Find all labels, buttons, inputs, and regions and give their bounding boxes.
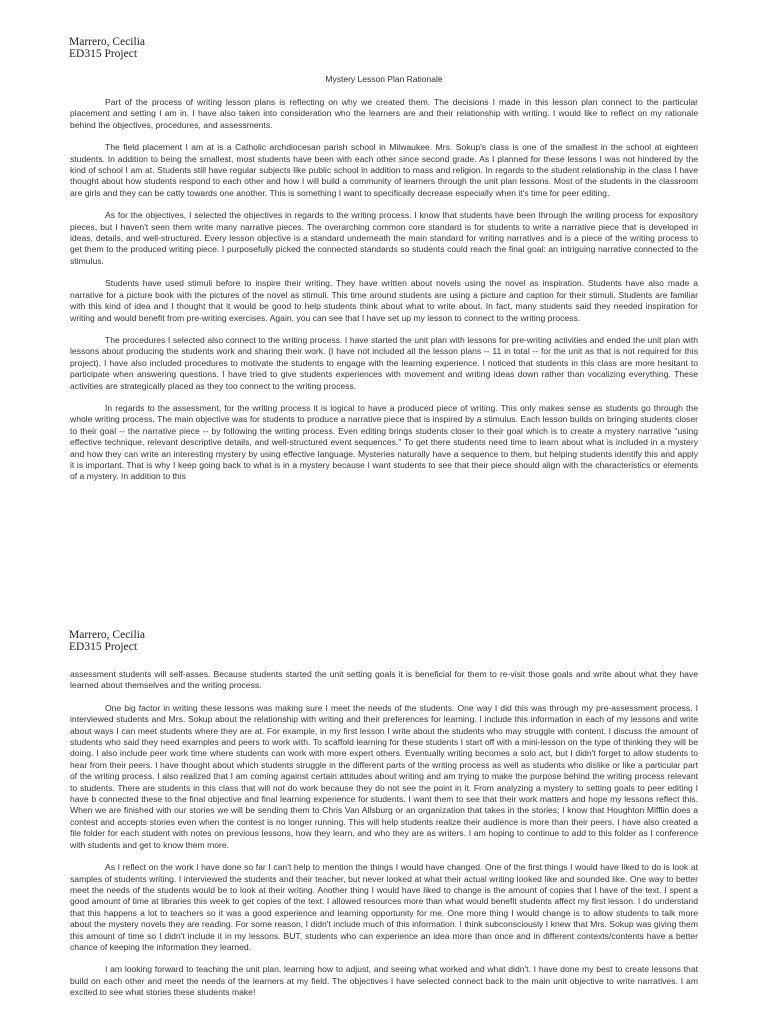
body-paragraph: As I reflect on the work I have done so far I can't help to mention the things I would have changed. One of the first things I would have liked to do is look at samples of students writing. I interviewed the students and their teacher, but never looked at what their actual writing looked like and sounded like. One way to better meet the needs of the students would be to look at their writing. Another thing I would have liked to change is the amount of copies that I have of the text. I spent a good amount of time at libraries this week to get copies of the text. I allowed resources more than what would benefit students affect my first lesson. I do understand that this happens a lot to teachers so it was a good experience and learning opportunity for me. One more thing I would change is to allow students to talk more about the mystery novels they are reading. For some reason, I didn't include much of this information. I think subconsciously I knew that Mrs. Sokup was giving them this amount of time so I didn't include it in my lessons. BUT, students who can experience an idea more than once and in different contexts/contents have a better chance of keeping the information they learned. <box>70 862 698 952</box>
body-paragraph: The procedures I selected also connect to the writing process. I have started the unit plan with lessons for pre-writing activities and ended the unit plan with lessons about producing the students work and sharing their work. (I have not included all the lesson plans -- 11 in total -- for the unit as that is not required for this project). I have also included procedures to motivate the students to engage with the learning experience. I noticed that students in this class are more hesitant to participate when answering questions. I have tried to give students experiences with movement and writing ideas down rather than vocalizing everything. These activities are strategically placed as they too connect to the writing process. <box>70 334 698 391</box>
page-header <box>69 629 145 653</box>
course-code: ED315 Project <box>69 48 138 60</box>
body-paragraph: I am looking forward to teaching the unit plan, learning how to adjust, and seeing what worked and what didn't. I have done my best to create lessons that build on each other and meet the needs of the learners at my field. The objectives I have selected connect back to the main unit objective to write narratives. I am excited to see what stories these students make! <box>70 964 698 998</box>
body-paragraph: Students have used stimuli before to inspire their writing. They have written about novels using the novel as inspiration. Students have also made a narrative for a picture book with the pictures of the novel as stimuli. This time around students are using a picture and caption for their stimuli. Students are familiar with this kind of idea and I thought that it would be good to help students think about what to write about. In fact, many students said they needed inspiration for writing and would benefit from pre-writing exercises. Again, you can see that I have set up my lesson to connect to the writing process. <box>70 278 698 323</box>
body-paragraph: One big factor in writing these lessons was making sure I meet the needs of the students. One way I did this was through my pre-assessment process. I interviewed students and Mrs. Sokup about the relationship with writing and their preferences for learning. I include this information in each of my lessons and write about ways I can meet students where they are at. For example, in my first lesson I write about the students who may struggle with content. I discuss the amount of students who said they need examples and peers to work with. To scaffold learning for these students I start off with a mini-lesson on the type of thinking they will be doing. I also include peer work time where students can work with more expert others. Eventually writing becomes a solo act, but I didn't forget to allow students to hear from their peers. I have thought about which students struggle in the different parts of the writing process as well as students who dislike or like a particular part of the writing process. I also realized that I am coming against certain attitudes about writing and am trying to make the purpose behind the writing process relevant to students. There are students in this class that will not do work because they do not see the point in it. From analyzing a mystery to setting goals to peer editing I have b connected these to the final objective and final learning experience for students. I want them to see that their work matters and hope my lessons reflect this. When we are finished with our stories we will be sending them to Chris Van Allsburg or an organization that takes in the stories; I know that Houghton Mifflin does a contest and accepts stories even when the contest is no longer running. This will help students realize their audience is more than their peers. I have also created a file folder for each student with notes on previous lessons, how they learn, and who they are as writers. I am hoping to continue to add to this folder as I conference with students and get to know them more. <box>70 702 698 850</box>
document-body <box>70 669 698 1010</box>
page-header <box>69 36 145 60</box>
document-title: Mystery Lesson Plan Rationale <box>325 74 443 84</box>
continued-paragraph: assessment students will self-asses. Because students started the unit setting goals it is beneficial for them to re-visit those goals and write about what they have learned about themselves and the writing process. <box>70 669 698 691</box>
body-paragraph: The field placement I am at is a Catholic archdiocesan parish school in Milwaukee. Mrs. Sokup's class is one of the smallest in the school at eighteen students. In addition to being the smallest, most students have been with each other since second grade. As I planned for these lessons I was not hindered by the kind of school I am at. Students still have regular subjects like public school in addition to mass and religion. In regards to the student relationship in the class I have thought about how students respond to each other and how I will build a community of learners through the unit plan lessons. Most of the students in the classroom are girls and they can be catty towards one another. This is something I want to specifically decrease especially when it's time for peer editing. <box>70 142 698 198</box>
body-paragraph: Part of the process of writing lesson plans is reflecting on why we created them. The decisions I made in this lesson plan connect to the particular placement and setting I am in. I have also taken into consideration who the learners are and their relationship with writing. I would like to reflect on my rationale behind the objectives, procedures, and assessments. <box>70 97 698 130</box>
author-name: Marrero, Cecilia <box>69 629 145 641</box>
body-paragraph: In regards to the assessment, for the writing process it is logical to have a produced piece of writing. This only makes sense as students go through the whole writing process. The main objective was for students to produce a narrative piece that is inspired by a stimulus. Each lesson builds on bringing students closer to their goal -- the narrative piece -- by following the writing process. Even editing brings students closer to their goal which is to create a mystery narrative "using effective technique, relevant descriptive details, and well-structured event sequences." To get there students need time to learn about what is included in a mystery and how they can write an interesting mystery by using effective language. Mysteries naturally have a sequence to them, but helping students identify this and apply it is important. That is why I keep going back to what is in a mystery because I want students to see that their piece should align with the characteristics or elements of a mystery. In addition to this <box>70 402 698 482</box>
document-body <box>70 97 698 494</box>
course-code: ED315 Project <box>69 641 138 653</box>
author-name: Marrero, Cecilia <box>69 36 145 48</box>
document-page-2 <box>0 612 768 1024</box>
body-paragraph: As for the objectives, I selected the objectives in regards to the writing process. I know that students have been through the writing process for expository pieces, but I haven't seen them write many narrative pieces. The overarching common core standard is for students to write a narrative piece that is developed in ideas, details, and well-structured. Every lesson objective is a standard underneath the main standard for writing narratives and is a piece of the writing process to get them to the produced writing piece. I purposefully picked the connected standards so students could reach the final goal: an intriguing narrative connected to the stimulus. <box>70 210 698 266</box>
